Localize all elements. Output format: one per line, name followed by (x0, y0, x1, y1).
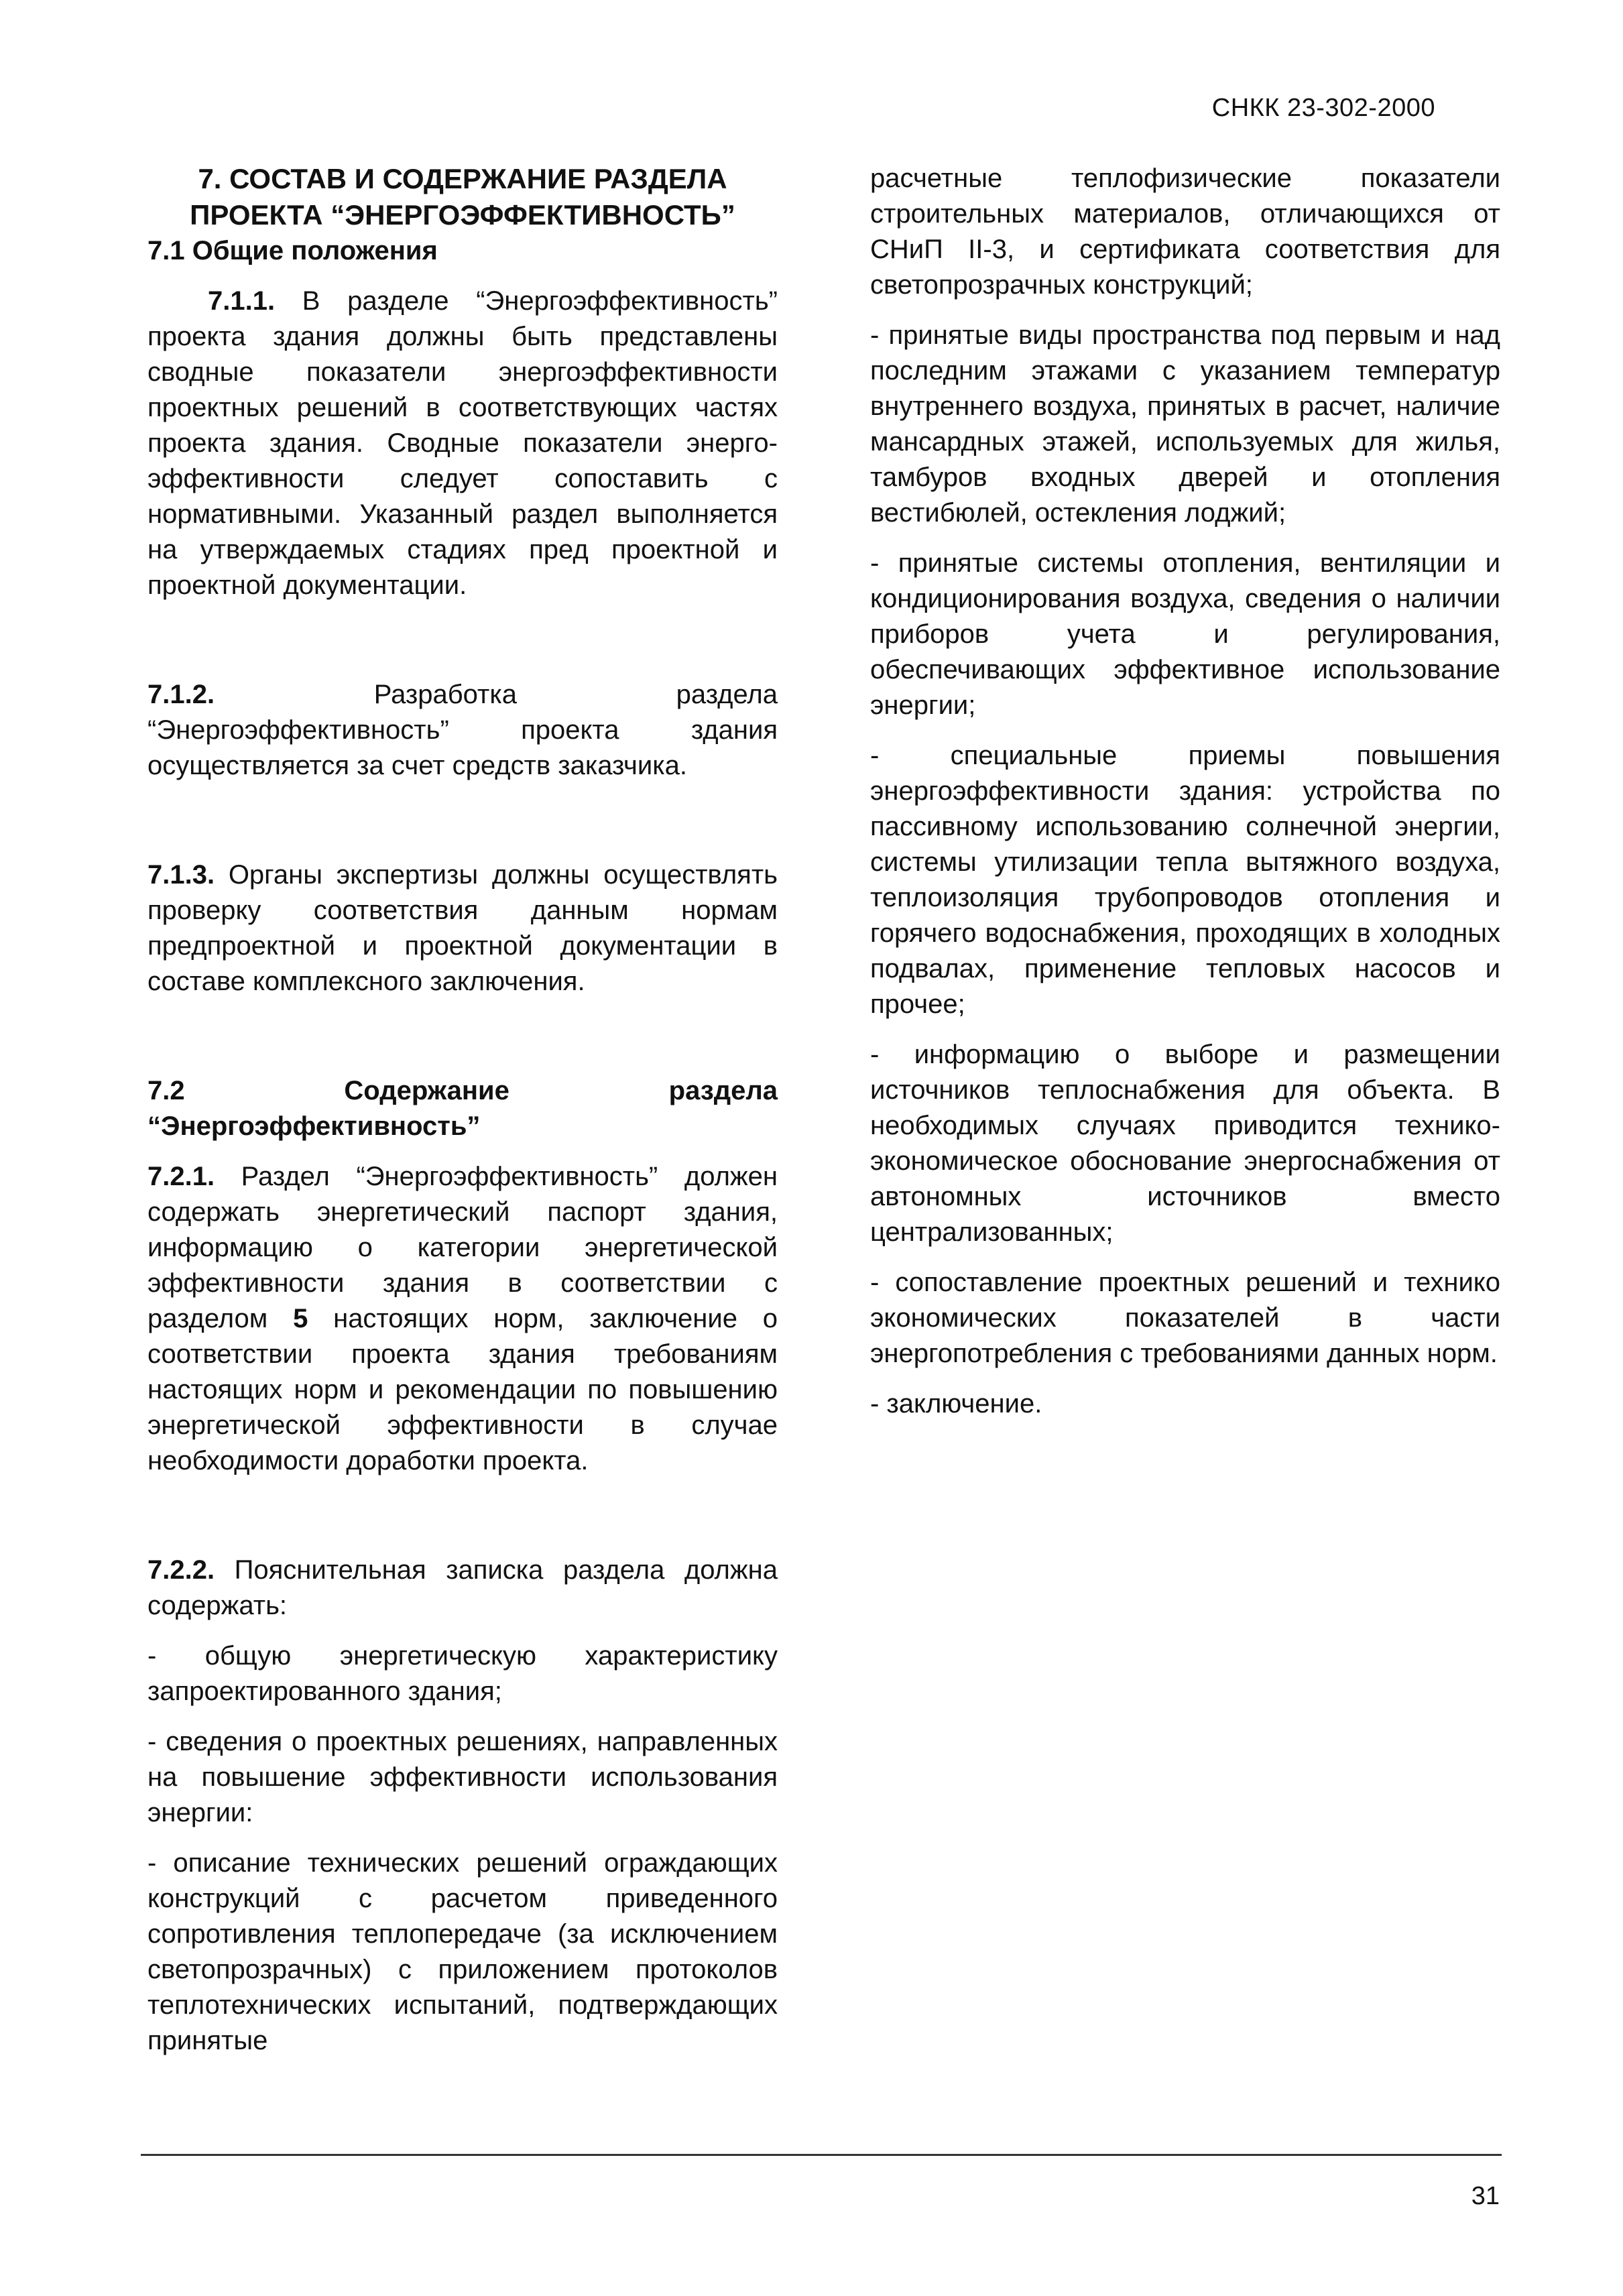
paragraph-text: Пояснительная записка раздела должна содержать: (147, 1555, 778, 1620)
paragraph-7-1-2 (147, 677, 778, 784)
section-reference: 5 (293, 1304, 308, 1333)
paragraph-text: В разделе “Энергоэффективность” проекта здания должны быть представлены сводные показатели энергоэффективности проектных решений в соответствующих частях проекта здания. Сводные показатели энерго-эффективности следует сопоставить с нормативными. Указанный раздел выполняется на утверждаемых стадиях пред проектной и проектной документации. (147, 286, 778, 600)
list-item: - заключение. (870, 1389, 1042, 1418)
footer-divider (141, 2154, 1502, 2156)
page-number: 31 (1471, 2182, 1500, 2210)
heading-7-2: 7.2 Содержание раздела “Энергоэффективность” (147, 1076, 778, 1141)
clause-number: 7.2.1. (147, 1162, 215, 1191)
list-item: - принятые виды пространства под первым и над последним этажами с указанием температур внутреннего воздуха, принятых в расчет, наличие мансардных этажей, используемых для жилья, тамбуров входных дверей и отопления вестибюлей, остекления лоджий; (870, 320, 1500, 528)
paragraph-7-1-3 (147, 857, 778, 1000)
clause-number: 7.1.1. (208, 286, 276, 316)
list-item: - общую энергетическую характеристику запроектированного здания; (147, 1641, 778, 1706)
paragraph-7-1-1 (147, 284, 778, 603)
clause-number: 7.1.2. (147, 680, 215, 709)
paragraph-text: Раздел “Энергоэффективность” должен содержать энергетический паспорт здания, информацию о категории энергетической эффективности здания в соответствии с разделом (147, 1162, 778, 1333)
list-item: - сопоставление проектных решений и технико экономических показателей в части энергопотребления с требованиями данных норм. (870, 1268, 1500, 1368)
list-item: - информацию о выборе и размещении источников теплоснабжения для объекта. В необходимых случаях приводится технико-экономическое обоснование энергоснабжения от автономных источников вместо централизованных; (870, 1040, 1500, 1247)
paragraph-7-2-1 (147, 1159, 778, 1479)
paragraph-7-2-2 (147, 1553, 778, 1624)
paragraph-text: Разработка раздела “Энергоэффективность” проекта здания осуществляется за счет средств заказчика. (147, 680, 778, 780)
list-item: - описание технических решений ограждающих конструкций с расчетом приведенного сопротивления теплопередаче (за исключением светопрозрачных) с приложением протоколов теплотехнических испытаний, подтверждающих принятые (147, 1848, 778, 2055)
list-item: - принятые системы отопления, вентиляции и кондиционирования воздуха, сведения о наличии приборов учета и регулирования, обеспечивающих эффективное использование энергии; (870, 548, 1500, 720)
list-item: - сведения о проектных решениях, направленных на повышение эффективности использования энергии: (147, 1727, 778, 1827)
list-item: - специальные приемы повышения энергоэффективности здания: устройства по пассивному использованию солнечной энергии, системы утилизации тепла вытяжного воздуха, теплоизоляция трубопроводов отопления и горячего водоснабжения, проходящих в холодных подвалах, применение тепловых насосов и прочее; (870, 741, 1500, 1019)
list-item-continued: расчетные теплофизические показатели строительных материалов, отличающихся от СНиП II-3, и сертификата соответствия для светопрозрачных конструкций; (870, 164, 1500, 300)
document-code: СНКК 23-302-2000 (1211, 94, 1435, 122)
left-column (147, 161, 778, 2059)
section-title: 7. СОСТАВ И СОДЕРЖАНИЕ РАЗДЕЛА ПРОЕКТА “ЭНЕРГОЭФФЕКТИВНОСТЬ” (190, 163, 735, 231)
paragraph-text: Органы экспертизы должны осуществлять проверку соответствия данным нормам предпроектной и проектной документации в составе комплексного заключения. (147, 860, 778, 996)
right-column (870, 161, 1500, 1422)
paragraph-text: настоящих норм, заключение о соответствии проекта здания требованиям настоящих норм и рекомендации по повышению энергетической эффективности в случае необходимости доработки проекта. (147, 1304, 778, 1475)
heading-7-1: 7.1 Общие положения (147, 236, 438, 265)
clause-number: 7.1.3. (147, 860, 215, 890)
clause-number: 7.2.2. (147, 1555, 215, 1585)
